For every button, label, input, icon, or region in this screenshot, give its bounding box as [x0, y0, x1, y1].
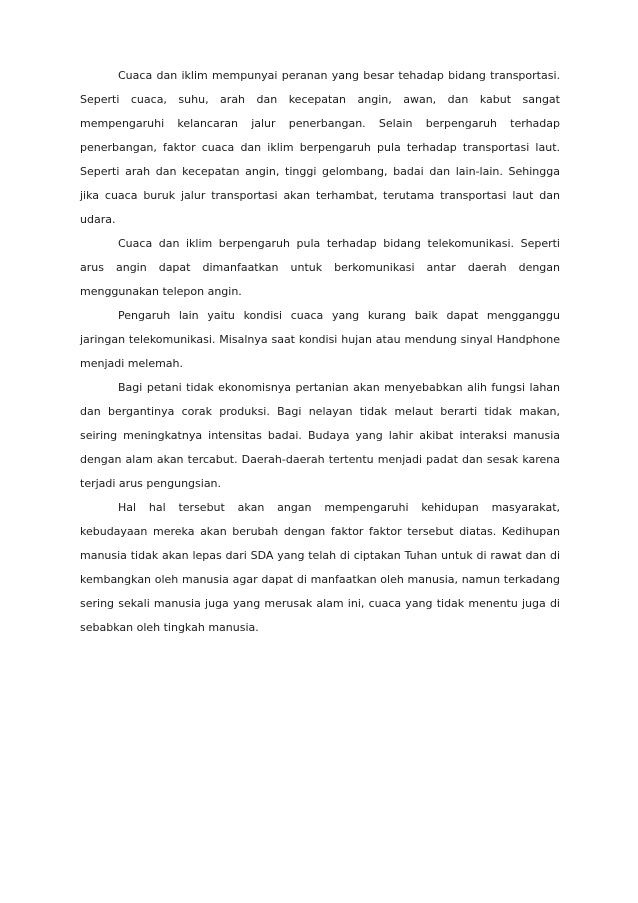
document-body [80, 64, 560, 640]
paragraph-transportation: Cuaca dan iklim mempunyai peranan yang besar tehadap bidang transportasi. Seperti cuaca, suhu, arah dan kecepatan angin, awan, dan kabut sangat mempengaruhi kelancaran jalur penerbangan. Selain berpengaruh terhadap penerbangan, faktor cuaca dan iklim berpengaruh pula terhadap transportasi laut. Seperti arah dan kecepatan angin, tinggi gelombang, badai dan lain-lain. Sehingga jika cuaca buruk jalur transportasi akan terhambat, terutama transportasi laut dan udara. [80, 69, 560, 226]
paragraph-telecommunication: Cuaca dan iklim berpengaruh pula terhadap bidang telekomunikasi. Seperti arus angin dapat dimanfaatkan untuk berkomunikasi antar daerah dengan menggunakan telepon angin. [80, 237, 560, 298]
paragraph-human-impact: Hal hal tersebut akan angan mempengaruhi kehidupan masyarakat, kebudayaan mereka akan berubah dengan faktor faktor tersebut diatas. Kedihupan manusia tidak akan lepas dari SDA yang telah di ciptakan Tuhan untuk di rawat dan di kembangkan oleh manusia agar dapat di manfaatkan oleh manusia, namun terkadang sering sekali manusia juga yang merusak alam ini, cuaca yang tidak menentu juga di sebabkan oleh tingkah manusia. [80, 501, 560, 634]
paragraph-farmers-fishermen: Bagi petani tidak ekonomisnya pertanian akan menyebabkan alih fungsi lahan dan bergantinya corak produksi. Bagi nelayan tidak melaut berarti tidak makan, seiring meningkatnya intensitas badai. Budaya yang lahir akibat interaksi manusia dengan alam akan tercabut. Daerah-daerah tertentu menjadi padat dan sesak karena terjadi arus pengungsian. [80, 381, 560, 490]
paragraph-network-interference: Pengaruh lain yaitu kondisi cuaca yang kurang baik dapat mengganggu jaringan telekomunikasi. Misalnya saat kondisi hujan atau mendung sinyal Handphone menjadi melemah. [80, 309, 560, 370]
